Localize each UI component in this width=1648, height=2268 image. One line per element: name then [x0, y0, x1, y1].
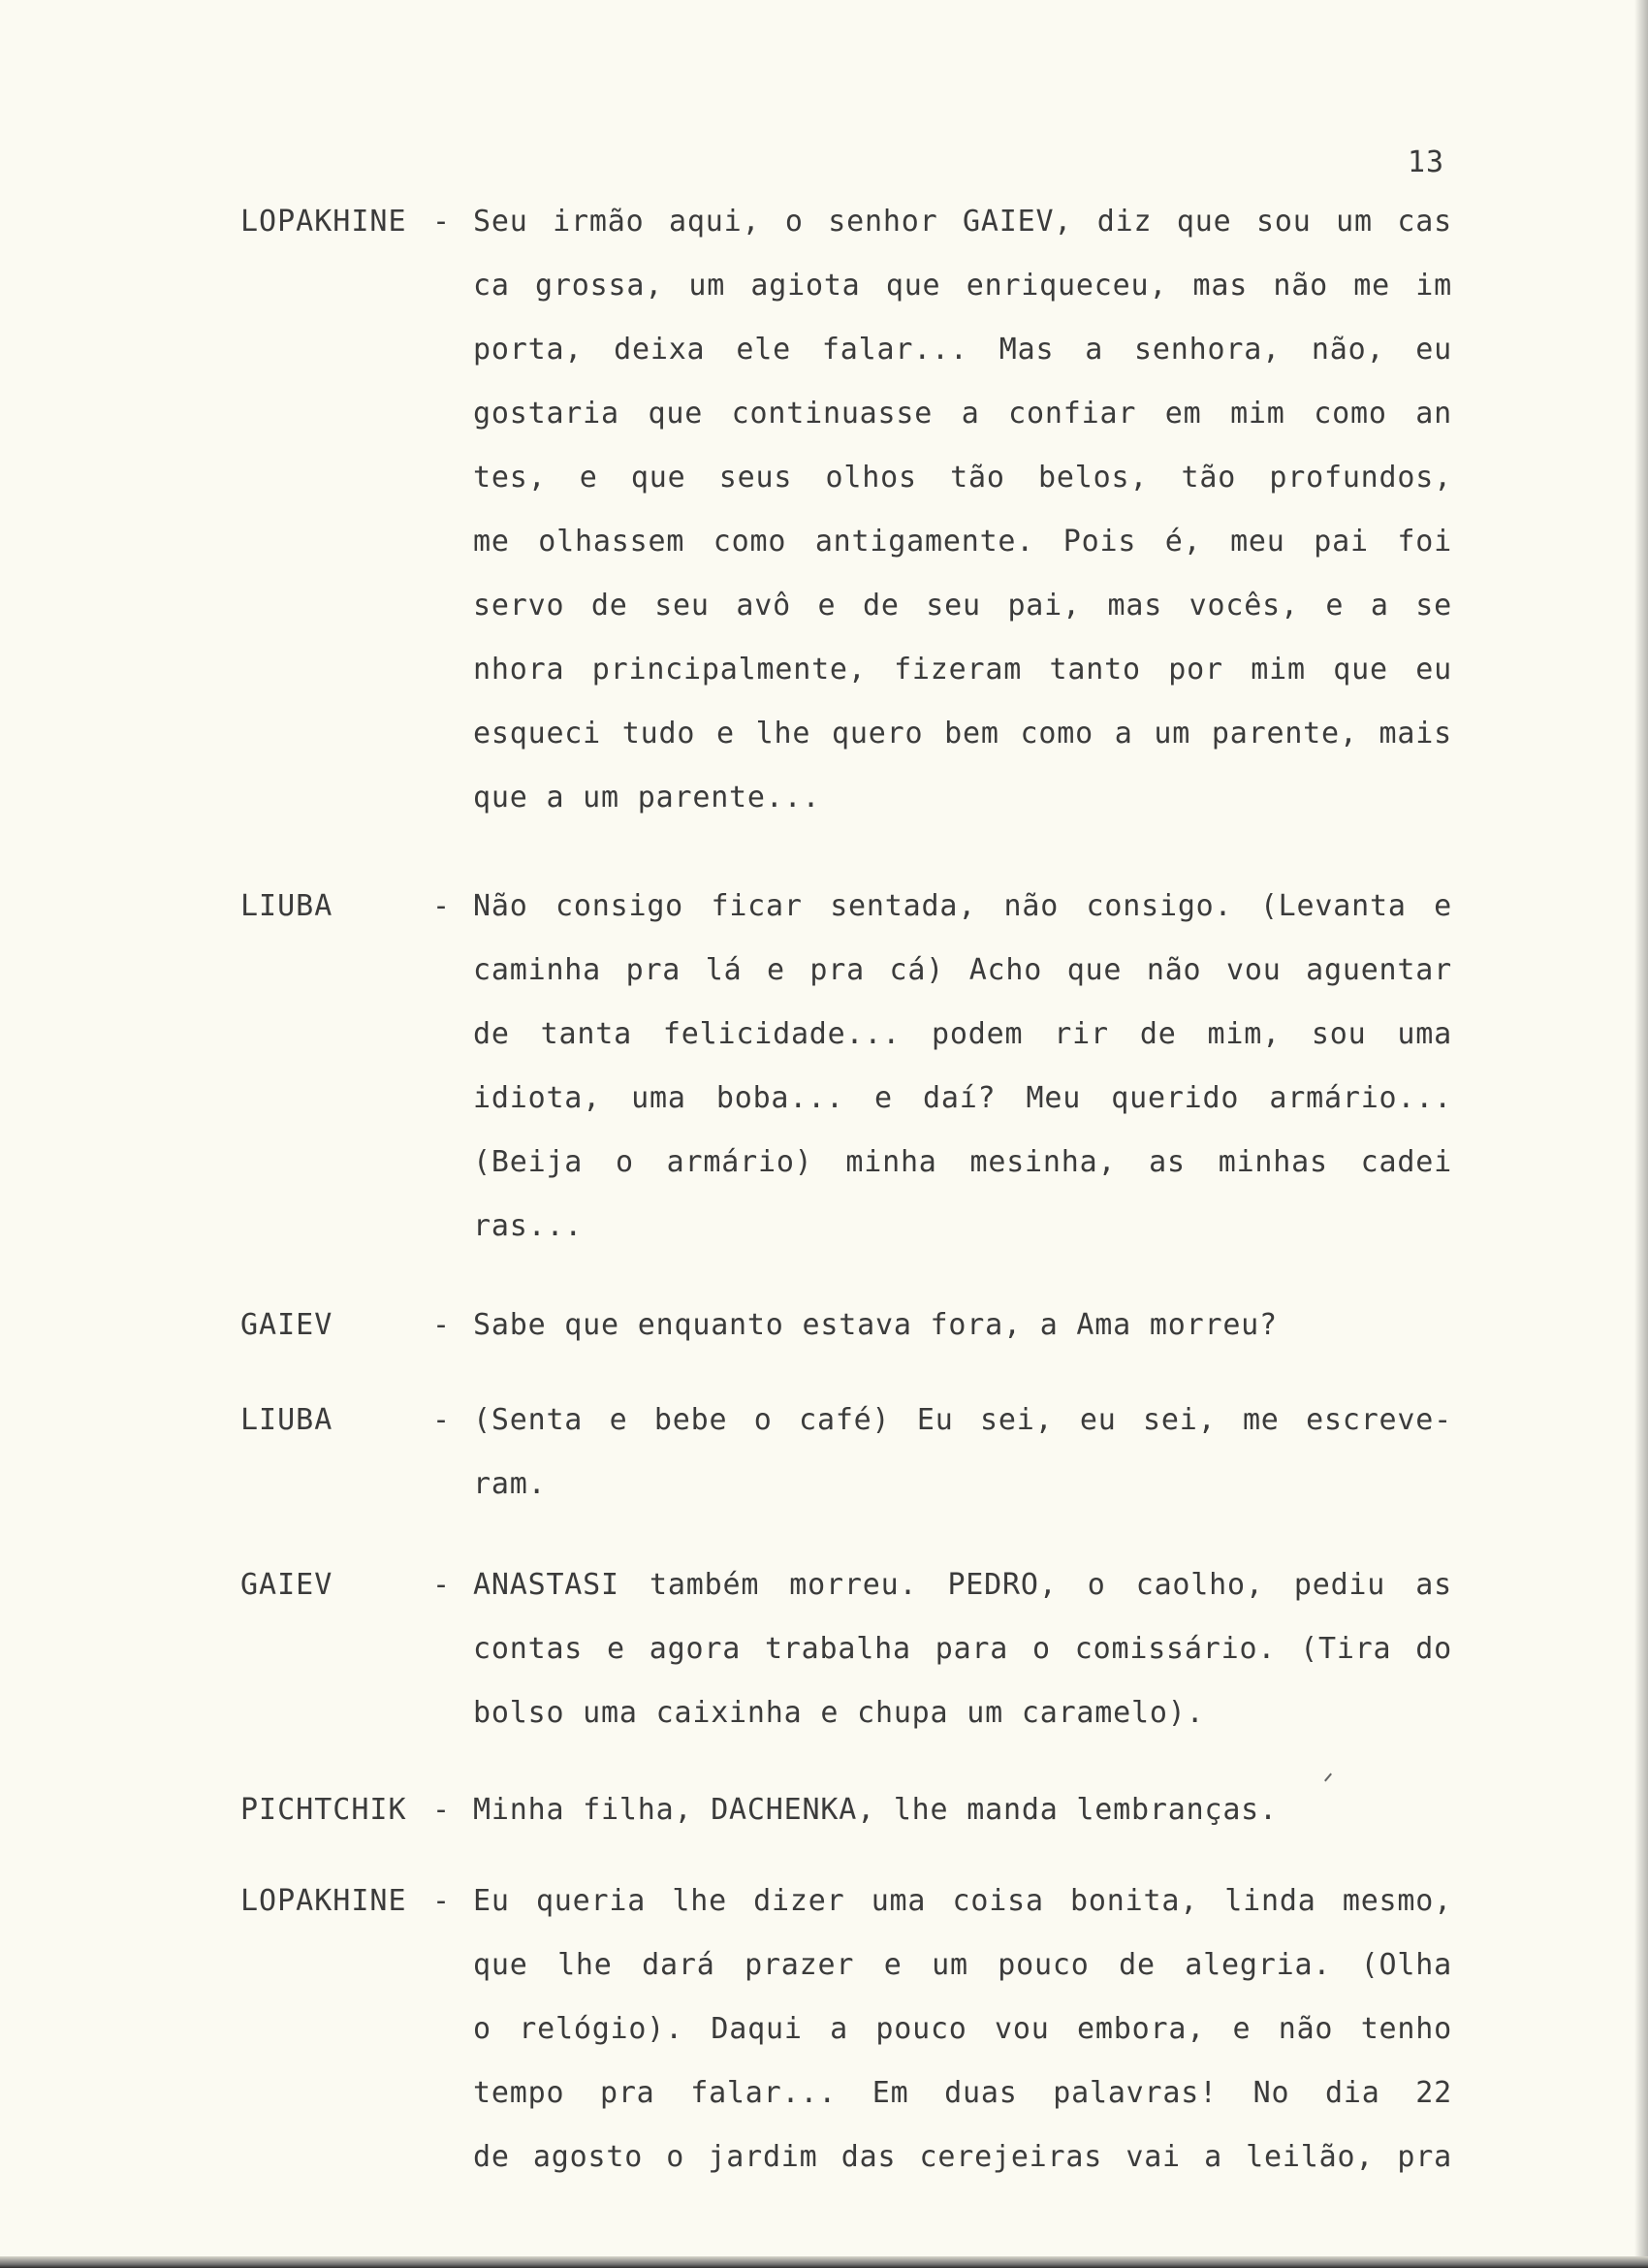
- dialogue-line: que a um parente...: [473, 781, 821, 815]
- speaker-name: LOPAKHINE: [240, 205, 407, 239]
- dialogue-text: [473, 875, 1452, 1259]
- speaker-name: GAIEV: [240, 1308, 333, 1342]
- dialogue-line: servo de seu avô e de seu pai, mas vocês, e a se: [473, 589, 1452, 623]
- dialogue-line: porta, deixa ele falar... Mas a senhora, não, eu: [473, 333, 1452, 367]
- dialogue-line: Minha filha, DACHENKA, lhe manda lembranças.: [473, 1793, 1278, 1827]
- page-edge-shadow: [1634, 0, 1648, 2268]
- dialogue-line: Eu queria lhe dizer uma coisa bonita, linda mesmo,: [473, 1884, 1452, 1918]
- speaker-dash: -: [432, 889, 451, 923]
- speaker-name: GAIEV: [240, 1568, 333, 1602]
- dialogue-line: ANASTASI também morreu. PEDRO, o caolho, pediu as: [473, 1568, 1452, 1602]
- dialogue-line: ras...: [473, 1209, 584, 1243]
- dialogue-line: contas e agora trabalha para o comissário. (Tira do: [473, 1632, 1452, 1666]
- dialogue-line: ram.: [473, 1467, 547, 1501]
- dialogue-text: [473, 1869, 1452, 2189]
- dialogue-line: tes, e que seus olhos tão belos, tão profundos,: [473, 461, 1452, 495]
- dialogue-line: nhora principalmente, fizeram tanto por mim que eu: [473, 653, 1452, 687]
- dialogue-line: de tanta felicidade... podem rir de mim, sou uma: [473, 1017, 1452, 1051]
- speaker-dash: -: [432, 1308, 451, 1342]
- dialogue-line: Seu irmão aqui, o senhor GAIEV, diz que sou um cas: [473, 205, 1452, 239]
- dialogue-line: gostaria que continuasse a confiar em mim como an: [473, 397, 1452, 431]
- dialogue-text: [473, 1389, 1452, 1517]
- dialogue-line: (Senta e bebe o café) Eu sei, eu sei, me escreve-: [473, 1403, 1452, 1437]
- dialogue-line: que lhe dará prazer e um pouco de alegria. (Olha: [473, 1948, 1452, 1982]
- speaker-name: LOPAKHINE: [240, 1884, 407, 1918]
- speaker-dash: -: [432, 205, 451, 239]
- speaker-dash: -: [432, 1884, 451, 1918]
- dialogue-line: idiota, uma boba... e daí? Meu querido armário...: [473, 1081, 1452, 1115]
- dialogue-text: [473, 1778, 1452, 1842]
- dialogue-line: o relógio). Daqui a pouco vou embora, e não tenho: [473, 2012, 1452, 2046]
- dialogue-line: tempo pra falar... Em duas palavras! No dia 22: [473, 2076, 1452, 2110]
- speaker-name: PICHTCHIK: [240, 1793, 407, 1827]
- dialogue-line: Não consigo ficar sentada, não consigo. (Levanta e: [473, 889, 1452, 923]
- dialogue-line: me olhassem como antigamente. Pois é, meu pai foi: [473, 525, 1452, 559]
- dialogue-text: [473, 190, 1452, 830]
- speaker-dash: -: [432, 1568, 451, 1602]
- page-number: 13: [1408, 145, 1445, 179]
- dialogue-line: de agosto o jardim das cerejeiras vai a leilão, pra: [473, 2140, 1452, 2174]
- dialogue-text: [473, 1553, 1452, 1745]
- dialogue-line: Sabe que enquanto estava fora, a Ama morreu?: [473, 1308, 1278, 1342]
- dialogue-line: caminha pra lá e pra cá) Acho que não vou aguentar: [473, 953, 1452, 987]
- dialogue-line: esqueci tudo e lhe quero bem como a um parente, mais: [473, 717, 1452, 751]
- dialogue-text: [473, 1294, 1452, 1358]
- speaker-dash: -: [432, 1793, 451, 1827]
- dialogue-line: (Beija o armário) minha mesinha, as minhas cadei: [473, 1145, 1452, 1179]
- page-bottom-edge: [0, 2256, 1648, 2268]
- speaker-dash: -: [432, 1403, 451, 1437]
- speaker-name: LIUBA: [240, 889, 333, 923]
- speaker-name: LIUBA: [240, 1403, 333, 1437]
- dialogue-line: bolso uma caixinha e chupa um caramelo).: [473, 1696, 1205, 1730]
- dialogue-line: ca grossa, um agiota que enriqueceu, mas não me im: [473, 269, 1452, 303]
